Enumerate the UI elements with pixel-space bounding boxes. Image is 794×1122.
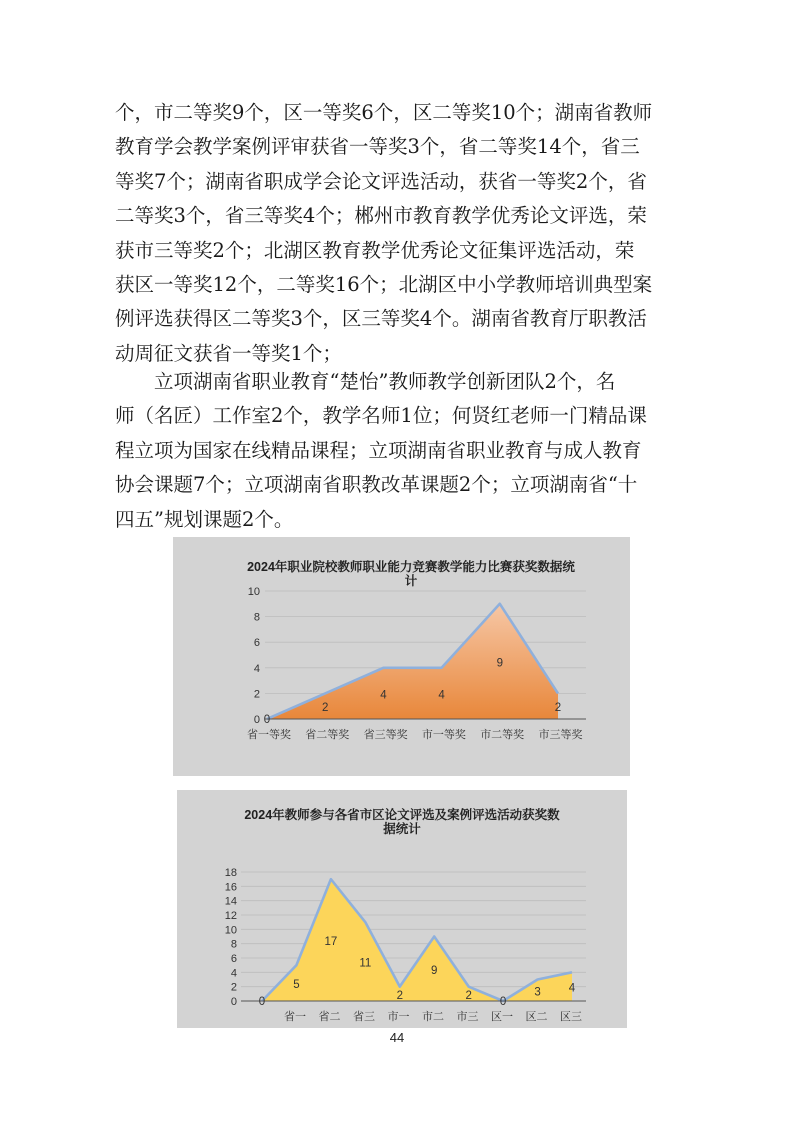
data-label: 4 xyxy=(568,982,576,995)
x-tick-label: 省一 xyxy=(284,1010,306,1023)
text-line: 例评选获得区二等奖3个，区三等奖4个。湖南省教育厅职教活 xyxy=(115,307,647,331)
x-tick-label: 区一 xyxy=(491,1010,513,1023)
x-tick-label: 市一 xyxy=(387,1010,410,1023)
x-tick-label: 市二 xyxy=(422,1010,444,1023)
y-tick-label: 12 xyxy=(224,910,237,922)
chart1-svg xyxy=(173,537,630,776)
text-line: 获市三等奖2个；北湖区教育教学优秀论文征集评选活动，荣 xyxy=(115,238,635,262)
text-line: 二等奖3个，省三等奖4个；郴州市教育教学优秀论文评选，荣 xyxy=(115,204,647,228)
x-tick-label: 省一等奖 xyxy=(247,728,291,741)
area-fill xyxy=(267,604,558,719)
x-tick-label: 省二 xyxy=(318,1010,341,1023)
y-tick-label: 4 xyxy=(230,967,237,980)
y-tick-label: 2 xyxy=(253,688,260,701)
y-tick-label: 18 xyxy=(224,867,237,879)
text-line: 获区一等奖12个，二等奖16个；北湖区中小学教师培训典型案 xyxy=(115,273,653,297)
y-tick-label: 16 xyxy=(224,881,237,894)
chart-title-line: 2024年教师参与各省市区论文评选及案例评选活动获奖数 xyxy=(244,808,560,822)
chart-title-line: 2024年职业院校教师职业能力竞赛教学能力比赛获奖数据统 xyxy=(247,560,575,574)
data-label: 4 xyxy=(380,689,387,702)
chart-teaching-competition-awards xyxy=(173,537,630,776)
text-line: 教育学会教学案例评审获省一等奖3个，省二等奖14个，省三 xyxy=(115,135,640,159)
y-tick-label: 4 xyxy=(253,662,260,675)
data-label: 2 xyxy=(321,702,329,715)
y-tick-label: 0 xyxy=(230,996,237,1008)
y-tick-label: 14 xyxy=(224,895,237,908)
x-tick-label: 省二等奖 xyxy=(305,728,350,741)
text-line: 协会课题7个；立项湖南省职教改革课题2个；立项湖南省“十 xyxy=(115,473,638,497)
data-label: 2 xyxy=(465,989,472,1002)
text-line: 师（名匠）工作室2个，教学名师1位；何贤红老师一门精品课 xyxy=(115,404,647,428)
data-label: 17 xyxy=(324,936,338,949)
data-label: 0 xyxy=(499,996,507,1008)
y-tick-label: 10 xyxy=(247,586,260,598)
y-tick-label: 8 xyxy=(253,611,260,624)
text-line: 动周征文获省一等奖1个； xyxy=(115,341,342,365)
data-label: 5 xyxy=(293,979,300,992)
x-tick-label: 市三 xyxy=(456,1010,479,1023)
data-label: 11 xyxy=(359,957,372,970)
chart-title-line: 据统计 xyxy=(383,822,421,836)
data-label: 3 xyxy=(534,986,541,999)
x-tick-label: 省三等奖 xyxy=(363,728,408,741)
data-label: 4 xyxy=(438,689,445,702)
data-label: 2 xyxy=(396,989,403,1002)
data-label: 9 xyxy=(496,657,504,670)
text-line: 四五”规划课题2个。 xyxy=(115,507,294,531)
y-tick-label: 6 xyxy=(230,953,237,965)
data-label: 9 xyxy=(431,964,438,977)
y-tick-label: 0 xyxy=(253,714,260,726)
data-label: 0 xyxy=(258,996,266,1008)
y-tick-label: 6 xyxy=(253,637,260,650)
chart-paper-case-awards xyxy=(177,790,627,1028)
x-tick-label: 省三 xyxy=(353,1010,375,1023)
y-tick-label: 10 xyxy=(224,924,237,937)
x-tick-label: 市一等奖 xyxy=(421,728,466,741)
chart2-svg xyxy=(177,790,627,1028)
text-line: 个，市二等奖9个，区一等奖6个，区二等奖10个；湖南省教师 xyxy=(115,101,653,124)
text-line: 立项湖南省职业教育“楚怡”教师教学创新团队2个，名 xyxy=(115,370,616,393)
x-tick-label: 区二 xyxy=(525,1010,548,1023)
data-label: 0 xyxy=(263,714,271,726)
data-label: 2 xyxy=(554,702,562,715)
x-tick-label: 区三 xyxy=(560,1010,582,1023)
y-tick-label: 2 xyxy=(230,981,237,994)
y-tick-label: 8 xyxy=(230,938,237,951)
text-line: 等奖7个；湖南省职成学会论文评选活动，获省一等奖2个，省 xyxy=(115,169,647,193)
page-number: 44 xyxy=(389,1030,405,1045)
paragraph-awards xyxy=(115,96,690,371)
x-tick-label: 市三等奖 xyxy=(538,728,583,741)
x-tick-label: 市二等奖 xyxy=(480,728,525,741)
area-fill xyxy=(262,879,572,1001)
paragraph-projects xyxy=(115,365,690,537)
text-line: 程立项为国家在线精品课程；立项湖南省职业教育与成人教育 xyxy=(115,438,642,462)
chart-title-line: 计 xyxy=(404,574,418,588)
